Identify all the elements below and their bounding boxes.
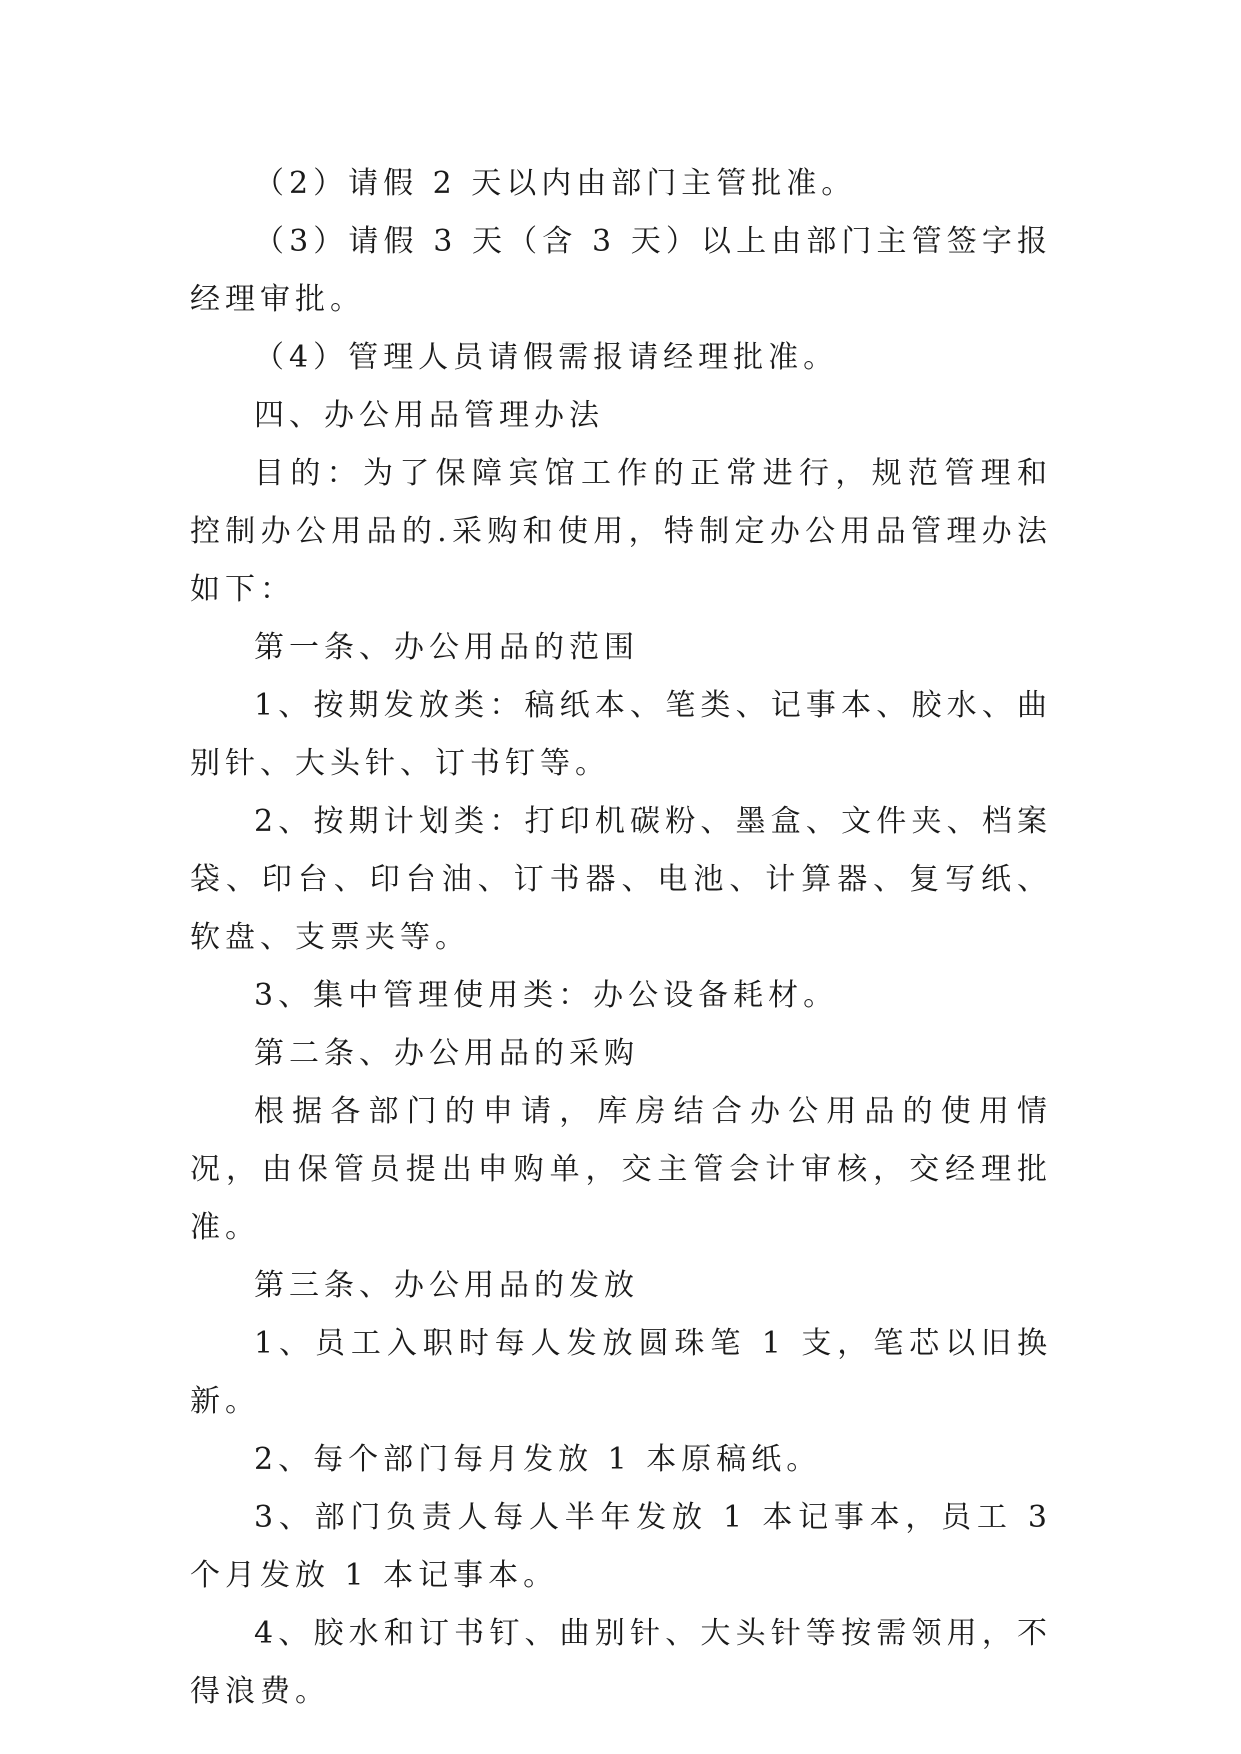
article-1-item-3: 3、集中管理使用类：办公设备耗材。 bbox=[254, 978, 839, 1013]
article-1-heading: 第一条、办公用品的范围 bbox=[254, 630, 639, 665]
article-1-item-2: 2、按期计划类：打印机碳粉、墨盒、文件夹、档案袋、印台、印台油、订书器、电池、计算器、复写纸、软盘、支票夹等。 bbox=[190, 804, 1052, 955]
section-heading-office-supplies: 四、办公用品管理办法 bbox=[254, 398, 604, 433]
article-3-heading: 第三条、办公用品的发放 bbox=[254, 1268, 639, 1303]
article-2-body: 根据各部门的申请，库房结合办公用品的使用情况，由保管员提出申购单，交主管会计审核，交经理批准。 bbox=[190, 1094, 1052, 1245]
article-3-item-3: 3、部门负责人每人半年发放 1 本记事本，员工 3 个月发放 1 本记事本。 bbox=[190, 1500, 1052, 1593]
paragraph-leave-2-days: （2）请假 2 天以内由部门主管批准。 bbox=[254, 166, 857, 201]
document-page bbox=[190, 155, 1052, 1721]
paragraph-purpose: 目的：为了保障宾馆工作的正常进行，规范管理和控制办公用品的.采购和使用，特制定办公用品管理办法如下： bbox=[190, 456, 1052, 607]
article-3-item-2: 2、每个部门每月发放 1 本原稿纸。 bbox=[254, 1442, 822, 1477]
article-3-item-1: 1、员工入职时每人发放圆珠笔 1 支，笔芯以旧换新。 bbox=[190, 1326, 1052, 1419]
article-2-heading: 第二条、办公用品的采购 bbox=[254, 1036, 639, 1071]
article-1-item-1: 1、按期发放类：稿纸本、笔类、记事本、胶水、曲别针、大头针、订书钉等。 bbox=[190, 688, 1052, 781]
paragraph-leave-3-days: （3）请假 3 天（含 3 天）以上由部门主管签字报经理审批。 bbox=[190, 224, 1052, 317]
article-3-item-4: 4、胶水和订书钉、曲别针、大头针等按需领用，不得浪费。 bbox=[190, 1616, 1052, 1709]
paragraph-manager-leave: （4）管理人员请假需报请经理批准。 bbox=[254, 340, 839, 375]
